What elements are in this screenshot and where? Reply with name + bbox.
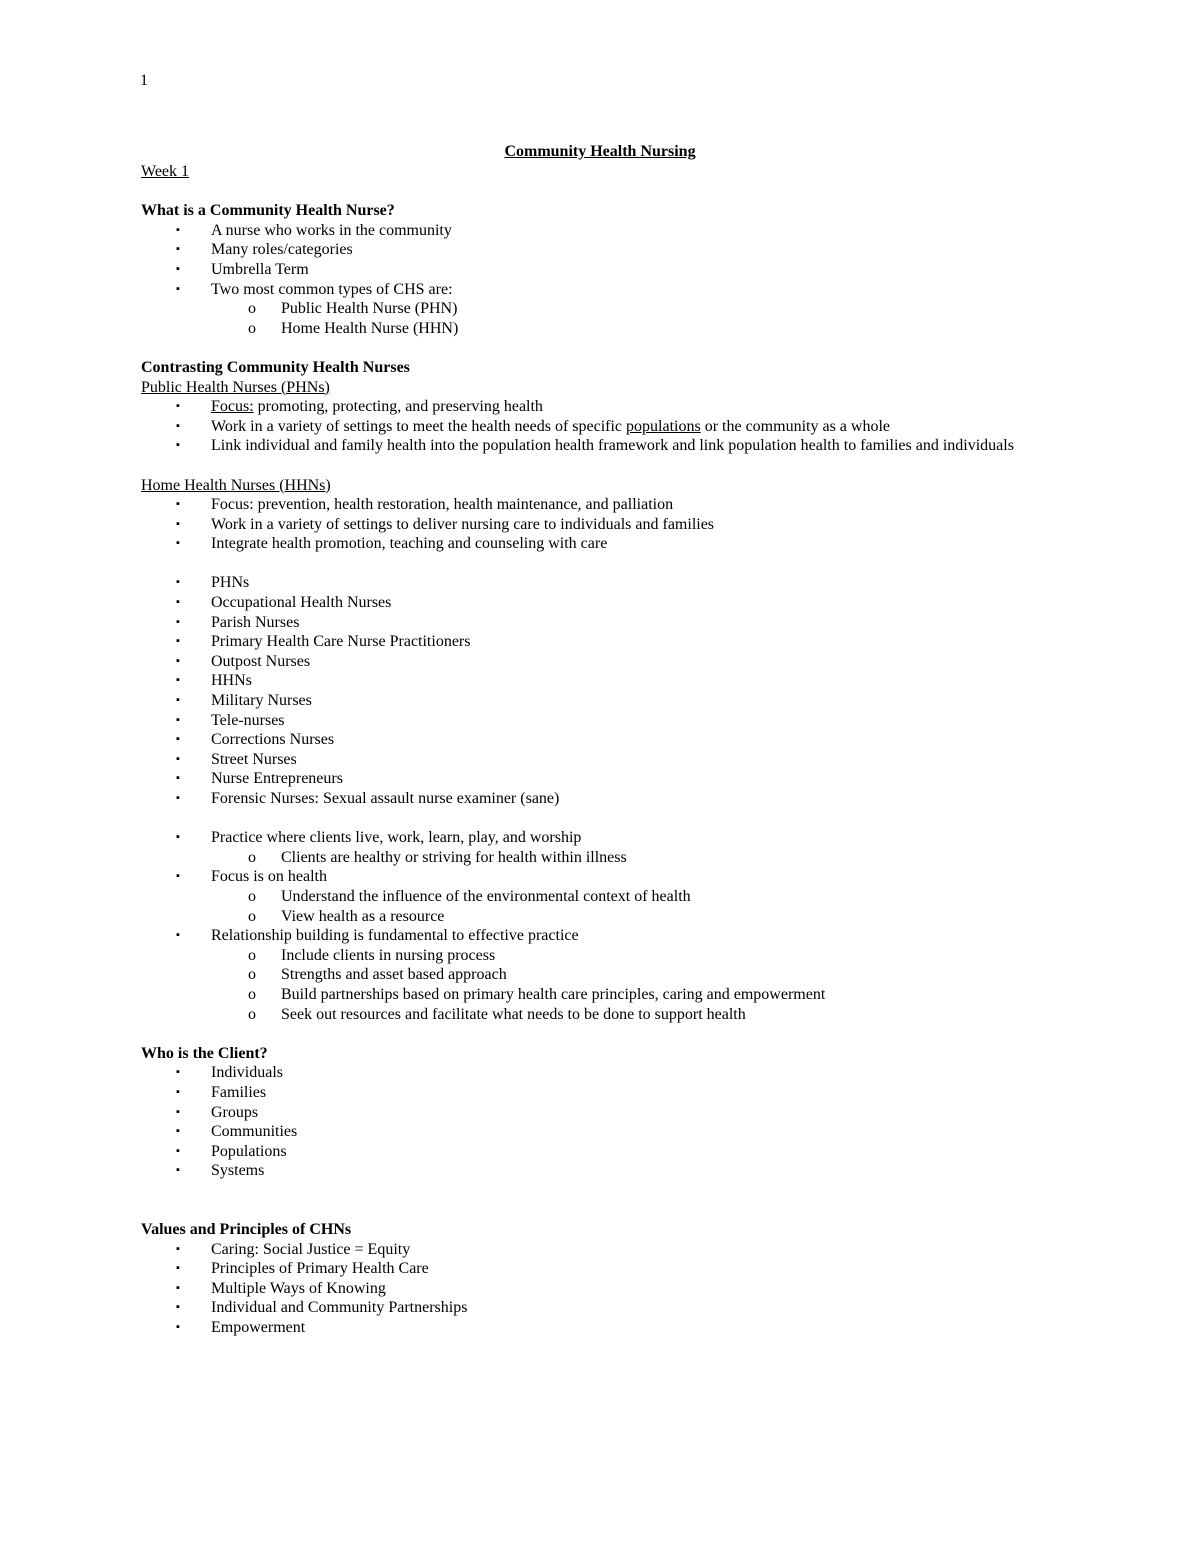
list-item: ▪ Practice where clients live, work, learn, play, and worship <box>141 828 1141 848</box>
list-item: ▪ Focus is on health <box>141 867 1141 887</box>
list-item: ▪ Work in a variety of settings to deliver nursing care to individuals and families <box>141 515 1141 535</box>
sub-list-item: o Seek out resources and facilitate what needs to be done to support health <box>141 1005 1141 1025</box>
list-item: ▪ Forensic Nurses: Sexual assault nurse examiner (sane) <box>141 789 1141 809</box>
sub-list-item: o View health as a resource <box>141 907 1141 927</box>
sub-list-item: o Include clients in nursing process <box>141 946 1141 966</box>
sub-list-item: o Strengths and asset based approach <box>141 965 1141 985</box>
list-item <box>141 397 1141 417</box>
list-item: ▪ Families <box>141 1083 1141 1103</box>
list-item: ▪ Nurse Entrepreneurs <box>141 769 1141 789</box>
subsection-heading: Public Health Nurses (PHNs) <box>141 378 330 396</box>
week-label: Week 1 <box>141 163 190 180</box>
sub-list-item: o Clients are healthy or striving for health within illness <box>141 848 1141 868</box>
list-item: ▪ Military Nurses <box>141 691 1141 711</box>
page-number: 1 <box>140 72 148 89</box>
section-heading: Values and Principles of CHNs <box>141 1221 352 1239</box>
list-item: ▪ Empowerment <box>141 1318 1141 1338</box>
list-item: ▪ Outpost Nurses <box>141 652 1141 672</box>
list-item: ▪ Corrections Nurses <box>141 730 1141 750</box>
list-item: ▪ Populations <box>141 1142 1141 1162</box>
list-item: ▪ Focus: prevention, health restoration, health maintenance, and palliation <box>141 495 1141 515</box>
list-item: ▪ Multiple Ways of Knowing <box>141 1279 1141 1299</box>
list-item: ▪ Link individual and family health into the population health framework and link population health to families and individuals <box>141 436 1141 456</box>
list-item: ▪ Communities <box>141 1122 1141 1142</box>
list-item <box>141 417 1141 437</box>
list-item: ▪ PHNs <box>141 573 1141 593</box>
list-item: ▪ Groups <box>141 1103 1141 1123</box>
item-text: or the community as a whole <box>700 417 890 435</box>
item-text: Work in a variety of settings to meet the health needs of specific <box>211 417 627 435</box>
list-item: ▪ Principles of Primary Health Care <box>141 1259 1141 1279</box>
sub-list-item: o Public Health Nurse (PHN) <box>141 299 1141 319</box>
sub-list-item: o Home Health Nurse (HHN) <box>141 319 1141 339</box>
list-item: ▪ Relationship building is fundamental to effective practice <box>141 926 1141 946</box>
list-item: ▪ Street Nurses <box>141 750 1141 770</box>
list-item: ▪ Occupational Health Nurses <box>141 593 1141 613</box>
list-item: ▪ Parish Nurses <box>141 613 1141 633</box>
list-item: ▪ HHNs <box>141 671 1141 691</box>
sub-list-item: o Understand the influence of the environmental context of health <box>141 887 1141 907</box>
list-item: ▪ A nurse who works in the community <box>141 221 1141 241</box>
populations-emphasis: populations <box>626 417 701 435</box>
sub-list-item: o Build partnerships based on primary health care principles, caring and empowerment <box>141 985 1141 1005</box>
section-heading: Contrasting Community Health Nurses <box>141 358 410 376</box>
list-item: ▪ Individuals <box>141 1063 1141 1083</box>
subsection-heading: Home Health Nurses (HHNs) <box>141 476 331 494</box>
list-item: ▪ Tele-nurses <box>141 711 1141 731</box>
document-title: Community Health Nursing <box>504 143 696 160</box>
list-item: ▪ Integrate health promotion, teaching and counseling with care <box>141 534 1141 554</box>
list-item: ▪ Individual and Community Partnerships <box>141 1298 1141 1318</box>
list-item: ▪ Primary Health Care Nurse Practitioners <box>141 632 1141 652</box>
list-item: ▪ Many roles/categories <box>141 240 1141 260</box>
list-item: ▪ Two most common types of CHS are: <box>141 280 1141 300</box>
focus-label: Focus: <box>211 398 254 416</box>
list-item: ▪ Systems <box>141 1161 1141 1181</box>
list-item: ▪ Caring: Social Justice = Equity <box>141 1240 1141 1260</box>
section-heading: Who is the Client? <box>141 1044 268 1062</box>
section-heading: What is a Community Health Nurse? <box>141 202 395 220</box>
focus-text: promoting, protecting, and preserving health <box>253 398 543 416</box>
document-body <box>141 162 1141 1338</box>
list-item: ▪ Umbrella Term <box>141 260 1141 280</box>
